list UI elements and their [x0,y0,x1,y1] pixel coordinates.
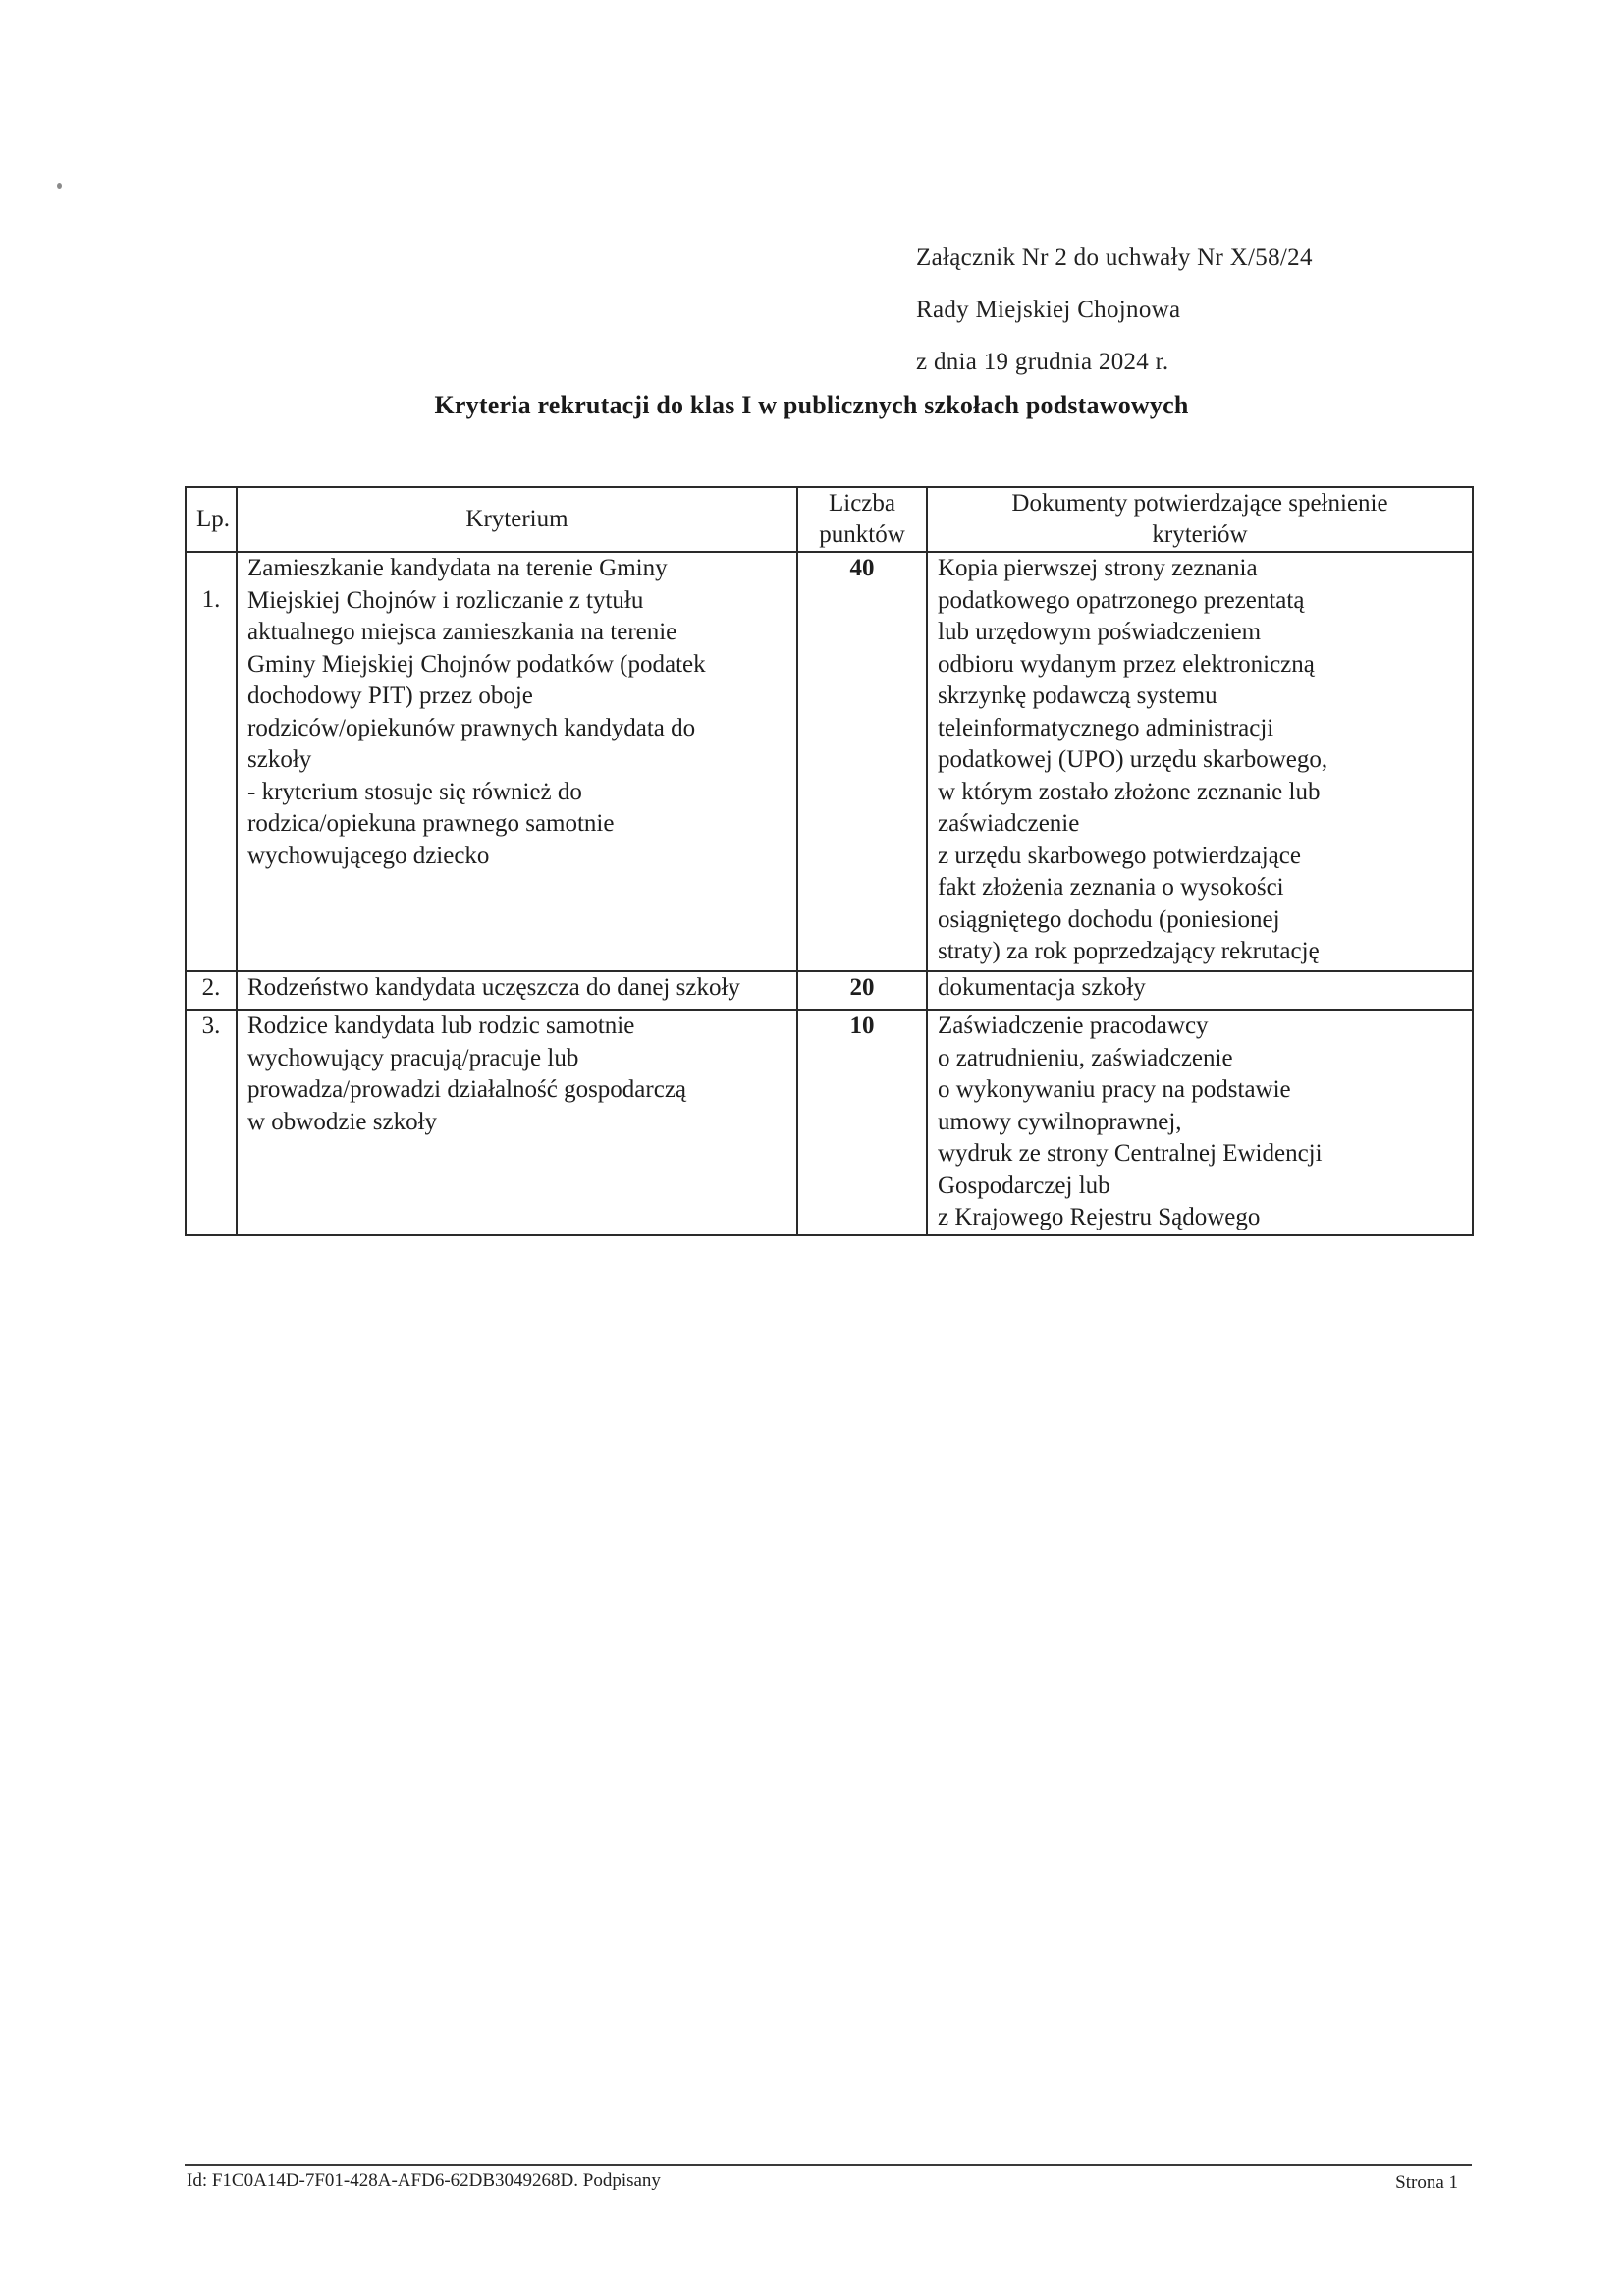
header-punkty-line-2: punktów [819,521,905,548]
dokumenty-line: zaświadczenie [938,810,1080,837]
dokumenty-line: lub urzędowym poświadczeniem [938,619,1262,645]
dokumenty-line: fakt złożenia zeznania o wysokości [938,874,1284,901]
table-row [186,971,1473,1010]
header-kryterium: Kryterium [237,487,797,552]
row-punkty: 20 [797,971,927,1010]
kryterium-line: Rodzice kandydata lub rodzic samotnie [247,1012,635,1039]
footer-document-id: Id: F1C0A14D-7F01-428A-AFD6-62DB3049268D. Podpisany [187,2170,661,2191]
dokumenty-line: straty) za rok poprzedzający rekrutację [938,938,1320,964]
dokumenty-line: w którym zostało złożone zeznanie lub [938,778,1321,805]
table-row [186,1010,1473,1235]
dokumenty-line: dokumentacja szkoły [938,974,1146,1001]
dokumenty-line: o zatrudnieniu, zaświadczenie [938,1044,1233,1071]
dokumenty-line: umowy cywilnoprawnej, [938,1108,1182,1135]
table-header-row [186,487,1473,552]
annex-line-1: Załącznik Nr 2 do uchwały Nr X/58/24 [916,245,1313,271]
row-punkty: 10 [797,1010,927,1235]
annex-line-2: Rady Miejskiej Chojnowa [916,297,1181,323]
kryterium-line: wychowującego dziecko [247,842,490,869]
kryterium-line: szkoły [247,746,312,773]
table-row [186,552,1473,971]
dokumenty-line: odbioru wydanym przez elektroniczną [938,650,1315,678]
row-kryterium [237,552,797,971]
footer-page-number: Strona 1 [1395,2172,1458,2193]
row-dokumenty [927,971,1473,1010]
header-punkty-line-1: Liczba [828,490,895,517]
header-dokumenty [927,487,1473,552]
kryterium-line: Miejskiej Chojnów i rozliczanie z tytułu [247,586,644,614]
criteria-table [185,486,1474,1236]
kryterium-line: rodziców/opiekunów prawnych kandydata do [247,714,696,741]
dokumenty-line: wydruk ze strony Centralnej Ewidencji [938,1140,1323,1167]
kryterium-line: rodzica/opiekuna prawnego samotnie [247,810,615,837]
dokumenty-line: podatkowego opatrzonego prezentatą [938,586,1305,614]
annex-line-3: z dnia 19 grudnia 2024 r. [916,349,1169,375]
row-dokumenty [927,552,1473,971]
scan-speck [57,183,62,189]
dokumenty-line: Kopia pierwszej strony zeznania [938,555,1258,581]
dokumenty-line: osiągniętego dochodu (poniesionej [938,905,1280,933]
document-title: Kryteria rekrutacji do klas I w publicznych szkołach podstawowych [434,391,1189,419]
row-punkty: 40 [797,552,927,971]
header-dokumenty-line-2: kryteriów [1152,521,1248,548]
annex-header [916,232,1313,388]
header-lp: Lp. [186,487,237,552]
dokumenty-line: teleinformatycznego administracji [938,714,1274,741]
kryterium-line: Zamieszkanie kandydata na terenie Gminy [247,555,668,581]
row-kryterium [237,971,797,1010]
kryterium-line: dochodowy PIT) przez oboje [247,683,533,709]
kryterium-line: w obwodzie szkoły [247,1108,438,1135]
row-dokumenty [927,1010,1473,1235]
dokumenty-line: z Krajowego Rejestru Sądowego [938,1204,1261,1230]
dokumenty-line: o wykonywaniu pracy na podstawie [938,1076,1291,1103]
dokumenty-line: podatkowej (UPO) urzędu skarbowego, [938,746,1328,773]
dokumenty-line: Zaświadczenie pracodawcy [938,1012,1209,1039]
kryterium-line: wychowujący pracują/pracuje lub [247,1044,579,1071]
row-lp: 2. [186,971,237,1010]
kryterium-line: prowadza/prowadzi działalność gospodarczą [247,1076,687,1103]
header-punkty [797,487,927,552]
dokumenty-line: Gospodarczej lub [938,1172,1110,1199]
header-dokumenty-line-1: Dokumenty potwierdzające spełnienie [1011,490,1388,517]
kryterium-line: - kryterium stosuje się również do [247,778,582,805]
kryterium-line: aktualnego miejsca zamieszkania na terenie [247,619,677,645]
kryterium-line: Gminy Miejskiej Chojnów podatków (podatek [247,650,706,678]
footer-divider [185,2164,1472,2166]
row-lp: 3. [186,1010,237,1235]
row-kryterium [237,1010,797,1235]
kryterium-line: Rodzeństwo kandydata uczęszcza do danej szkoły [247,974,740,1001]
dokumenty-line: z urzędu skarbowego potwierdzające [938,842,1301,869]
dokumenty-line: skrzynkę podawczą systemu [938,683,1217,709]
row-lp: 1. [186,552,237,971]
